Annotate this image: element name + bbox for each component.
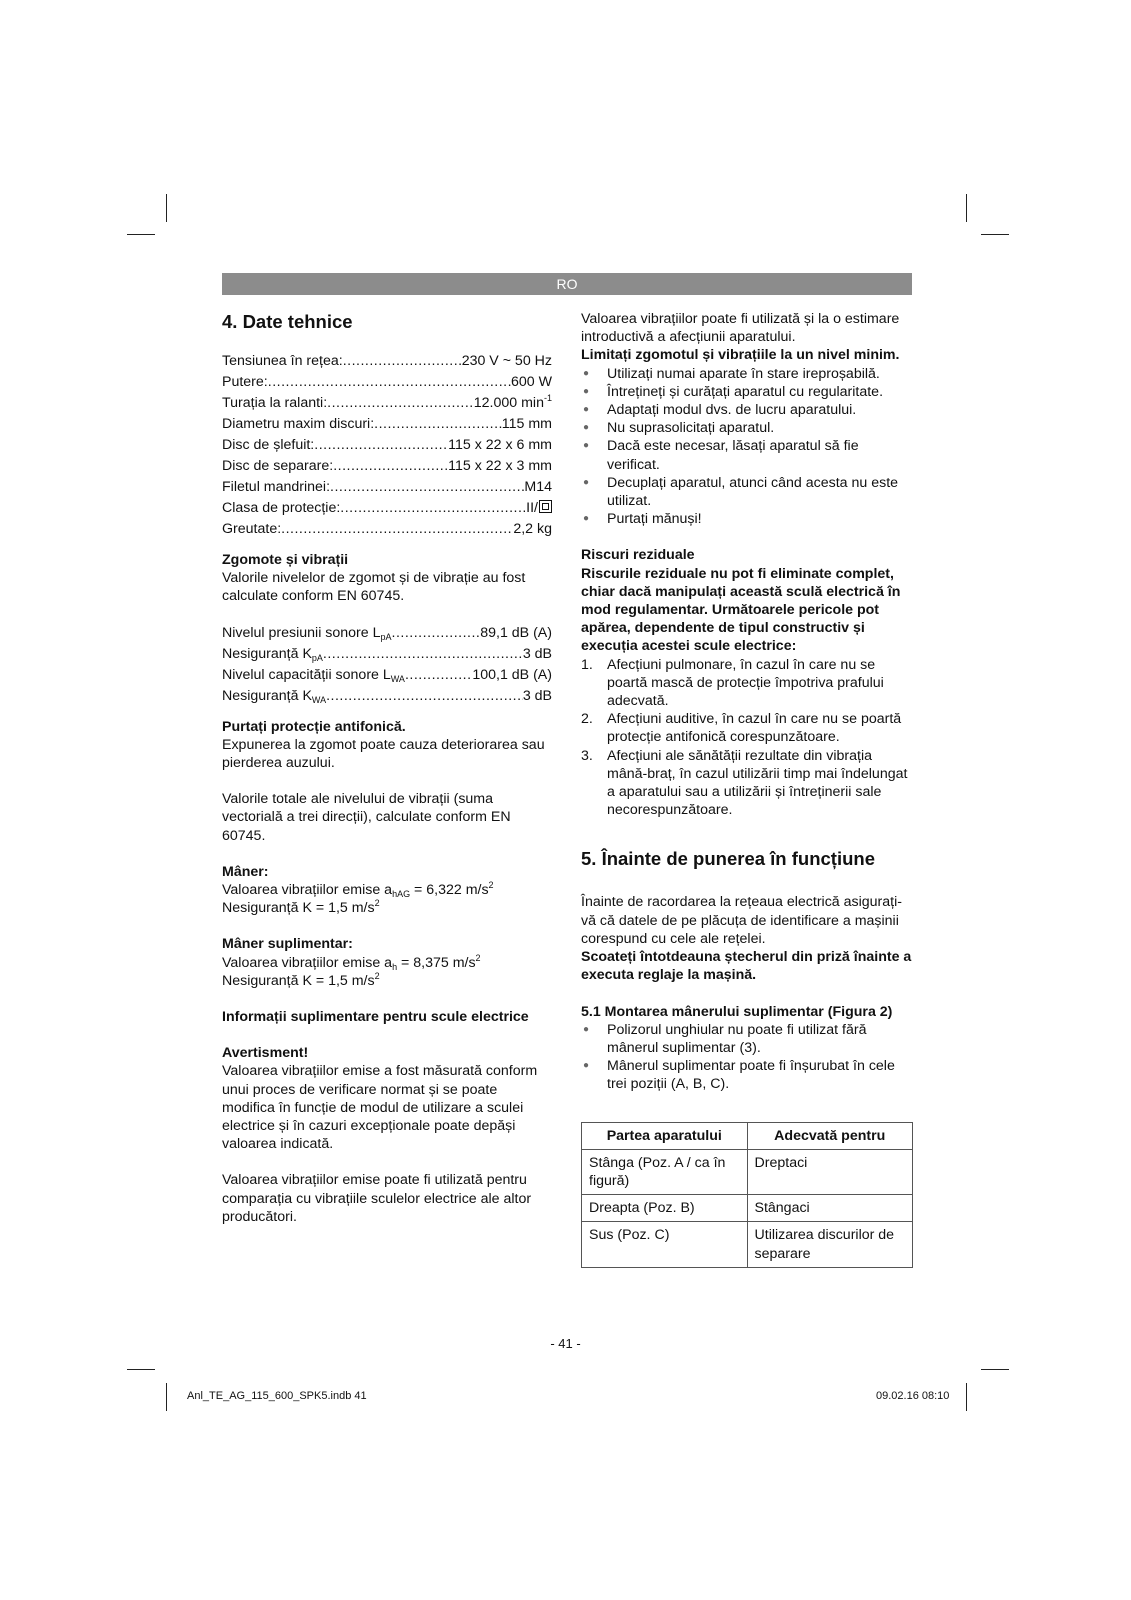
list-item: ● Nu suprasolicitați aparatul. [581,419,913,437]
list-item: ● Polizorul unghiular nu poate fi utilizat fără mânerul suplimentar (3). [581,1021,913,1057]
crop-mark [166,194,167,222]
table-cell: Utilizarea discurilor de separare [747,1222,913,1267]
noise-spec-list [222,624,552,705]
risk-heading: Riscuri reziduale [581,547,695,564]
subscript: WA [390,673,405,684]
crop-mark [166,1383,167,1411]
spec-value [513,520,552,538]
spec-label: Turația la ralanti: [222,395,328,411]
text: = 6,322 m/s [410,882,489,899]
list-item: ● Adaptați modul dvs. de lucru aparatului. [581,401,913,419]
subscript: WA [311,694,327,705]
spec-value [462,352,552,370]
list-text: Afecțiuni ale sănătății rezultate din vibrația mână-braț, în cazul utilizării timp mai îndelungat a aparatului sau a utilizării și întreținerii sale necorespunzătoare. [607,747,908,819]
spec-value [502,415,552,433]
list-text: Afecțiuni pulmonare, în cazul în care nu se poartă mască de protecție împotriva prafului adecvată. [607,656,884,710]
leader-dots [392,624,481,642]
table-cell: Dreapta (Poz. B) [582,1195,748,1222]
superscript: -1 [543,393,552,403]
superscript: 2 [475,952,481,963]
table-cell: Stângaci [747,1195,913,1222]
handle-vibration-line [222,881,552,899]
sec5-text: Înainte de racordarea la rețeaua electrică asigurați-vă că datele de pe plăcuța de identificare a mașinii corespund cu cele ale rețelei. [581,894,902,947]
noise-spec-row [222,687,552,705]
noise-spec-row [222,624,552,642]
leader-dots [326,687,523,705]
list-number: 2. [581,711,593,728]
superscript: 2 [374,898,380,909]
right-column [581,310,913,1268]
text: Valoarea vibrațiilor emise a [222,954,393,971]
table-cell: Stânga (Poz. A / ca în figură) [582,1149,748,1194]
table-header: Adecvată pentru [747,1122,913,1149]
noise-spec-label [222,645,323,663]
risk-text: Riscurile reziduale nu pot fi eliminate complet, chiar dacă manipulați această sculă electrică în mod regulamentar. Următoarele pericole pot apărea, dependente de tipul constructiv și execuția acestei scule electrice: [581,565,901,655]
noise-spec-value: 100,1 dB (A) [472,666,552,683]
noise-spec-label [222,687,326,705]
vibration-total-text: Valorile totale ale nivelului de vibrații (suma vectorială a trei direcții), calculate conform EN 60745. [222,791,511,844]
label-text: Nivelul presiunii sonore L [222,624,381,641]
limit-list [581,365,913,529]
spec-value [474,394,552,412]
aux-handle-heading: Mâner suplimentar: [222,936,353,953]
spec-label: Greutate: [222,521,282,537]
spec-row [222,373,552,391]
spec-value [524,478,552,496]
table-header: Partea aparatului [582,1122,748,1149]
table-cell: Dreptaci [747,1149,913,1194]
text: = 8,375 m/s [397,954,476,971]
spec-label: Diametru maxim discuri: [222,416,375,432]
label-text: Nivelul capacității sonore L [222,666,391,683]
subsection-title: 5.1 Montarea mânerului suplimentar (Figura 2) [581,1003,893,1020]
risk-list [581,656,913,820]
label-text: Nesiguranță K [222,645,312,662]
subscript: h [392,961,398,972]
ear-protection-text: Expunerea la zgomot poate cauza deteriorarea sau pierderea auzului. [222,736,545,772]
spec-label: Disc de șlefuit: [222,437,315,453]
spec-label: Putere: [222,374,268,390]
subscript: pA [311,652,323,663]
label-text: Nesiguranță K [222,687,312,704]
leader-dots [314,436,448,454]
spec-value-text: 115 x 22 x 6 mm [448,437,552,453]
list-item: ● Întrețineți și curățați aparatul cu regularitate. [581,383,913,401]
leader-dots [268,373,511,391]
text: Nesiguranță K = 1,5 m/s [222,900,375,917]
table-row [582,1222,913,1267]
leader-dots [281,520,513,538]
noise-spec-value: 89,1 dB (A) [480,624,552,641]
spec-label: Clasa de protecție: [222,500,341,516]
table-cell: Sus (Poz. C) [582,1222,748,1267]
info-heading: Informații suplimentare pentru scule electrice [222,1009,529,1026]
crop-mark [127,234,155,235]
list-number: 3. [581,747,593,764]
leader-dots [323,645,523,663]
spec-value-text: 115 mm [501,416,552,432]
list-item: ● Dacă este necesar, lăsați aparatul să fie verificat. [581,437,913,473]
crop-mark [966,194,967,222]
noise-spec-row [222,666,552,684]
spec-row [222,394,552,412]
leader-dots [330,478,524,496]
protection-class-icon [539,500,552,513]
left-column [222,310,552,1226]
spec-row [222,499,552,517]
list-text: Afecțiuni auditive, în cazul în care nu se poartă protecție antifonică corespunzătoare. [607,711,902,746]
spec-row [222,436,552,454]
spec-value-text: 230 V ~ 50 Hz [461,353,552,369]
list-item [581,710,913,746]
spec-row [222,457,552,475]
leader-dots [333,457,448,475]
ear-protection-heading: Purtați protecție antifonică. [222,718,406,735]
aux-uncertainty-line [222,972,552,990]
spec-value-text: II/ [526,500,538,516]
spec-value [448,436,552,454]
subscript: pA [380,631,392,642]
spec-row [222,478,552,496]
spec-label: Filetul mandrinei: [222,479,331,495]
noise-spec-label [222,624,392,642]
list-item: ● Mânerul suplimentar poate fi înșurubat în cele trei poziții (A, B, C). [581,1057,913,1093]
aux-vibration-line [222,954,552,972]
crop-mark [981,1369,1009,1370]
spec-label: Tensiunea în rețea: [222,353,343,369]
list-item: ● Purtați mănuși! [581,510,913,528]
warning-heading: Avertisment! [222,1045,309,1062]
leader-dots [340,499,526,517]
list-number: 1. [581,656,593,673]
spec-value [511,373,552,391]
crop-mark [966,1383,967,1411]
list-item: ● Decuplați aparatul, atunci când acesta nu este utilizat. [581,474,913,510]
spec-row [222,520,552,538]
superscript: 2 [374,970,380,981]
spec-value [526,499,552,517]
noise-spec-value: 3 dB [522,645,552,662]
page-number: - 41 - [550,1336,581,1351]
sec5-warning: Scoateți întotdeauna ștecherul din priză înainte a executa reglaje la mașină. [581,949,912,984]
noise-spec-value: 3 dB [522,687,552,704]
spec-list [222,352,552,538]
noise-heading: Zgomote și vibrații [222,552,349,568]
handle-position-table [581,1122,913,1268]
superscript: 2 [488,880,494,891]
spec-value-text: 2,2 kg [513,521,552,537]
intro-text: Valoarea vibrațiilor poate fi utilizată și la o estimare introductivă a afecțiunii aparatului. [581,311,900,346]
footer-filename: Anl_TE_AG_115_600_SPK5.indb 41 [187,1390,367,1402]
crop-mark [981,234,1009,235]
noise-spec-label [222,666,405,684]
spec-value-text: 600 W [510,374,552,390]
spec-row [222,415,552,433]
spec-value-text: 115 x 22 x 3 mm [448,458,552,474]
leader-dots [405,666,472,684]
handle-mount-list [581,1021,913,1094]
table-row [582,1195,913,1222]
list-item: ● Utilizați numai aparate în stare ireproșabilă. [581,365,913,383]
spec-value-text: 12.000 min [473,395,544,411]
list-item [581,747,913,820]
noise-text: Valorile nivelelor de zgomot și de vibrație au fost calculate conform EN 60745. [222,570,526,605]
leader-dots [327,394,474,412]
spec-row [222,352,552,370]
list-item [581,656,913,711]
language-bar: RO [222,273,912,295]
leader-dots [343,352,462,370]
crop-mark [127,1369,155,1370]
section-title: 4. Date tehnice [222,311,353,332]
compare-text: Valoarea vibrațiilor emise poate fi utilizată pentru comparația cu vibrațiile sculelor electrice ale altor producători. [222,1172,532,1225]
handle-heading: Mâner: [222,863,269,880]
noise-spec-row [222,645,552,663]
section-title-5: 5. Înainte de punerea în funcțiune [581,848,875,870]
handle-uncertainty-line [222,899,552,917]
spec-value [448,457,552,475]
spec-value-text: M14 [524,479,552,495]
subscript: hAG [392,889,411,900]
spec-label: Disc de separare: [222,458,334,474]
leader-dots [374,415,502,433]
footer-timestamp: 09.02.16 08:10 [876,1390,950,1402]
table-row [582,1149,913,1194]
warning-text: Valoarea vibrațiilor emise a fost măsurată conform unui proces de verificare normat și se poate modifica în funcție de modul de utilizare a sculei electrice și în cazuri excepționale poate depăși valoarea indicată. [222,1063,538,1153]
text: Nesiguranță K = 1,5 m/s [222,972,375,989]
limit-heading: Limitați zgomotul și vibrațiile la un nivel minim. [581,347,900,364]
text: Valoarea vibrațiilor emise a [222,882,393,899]
